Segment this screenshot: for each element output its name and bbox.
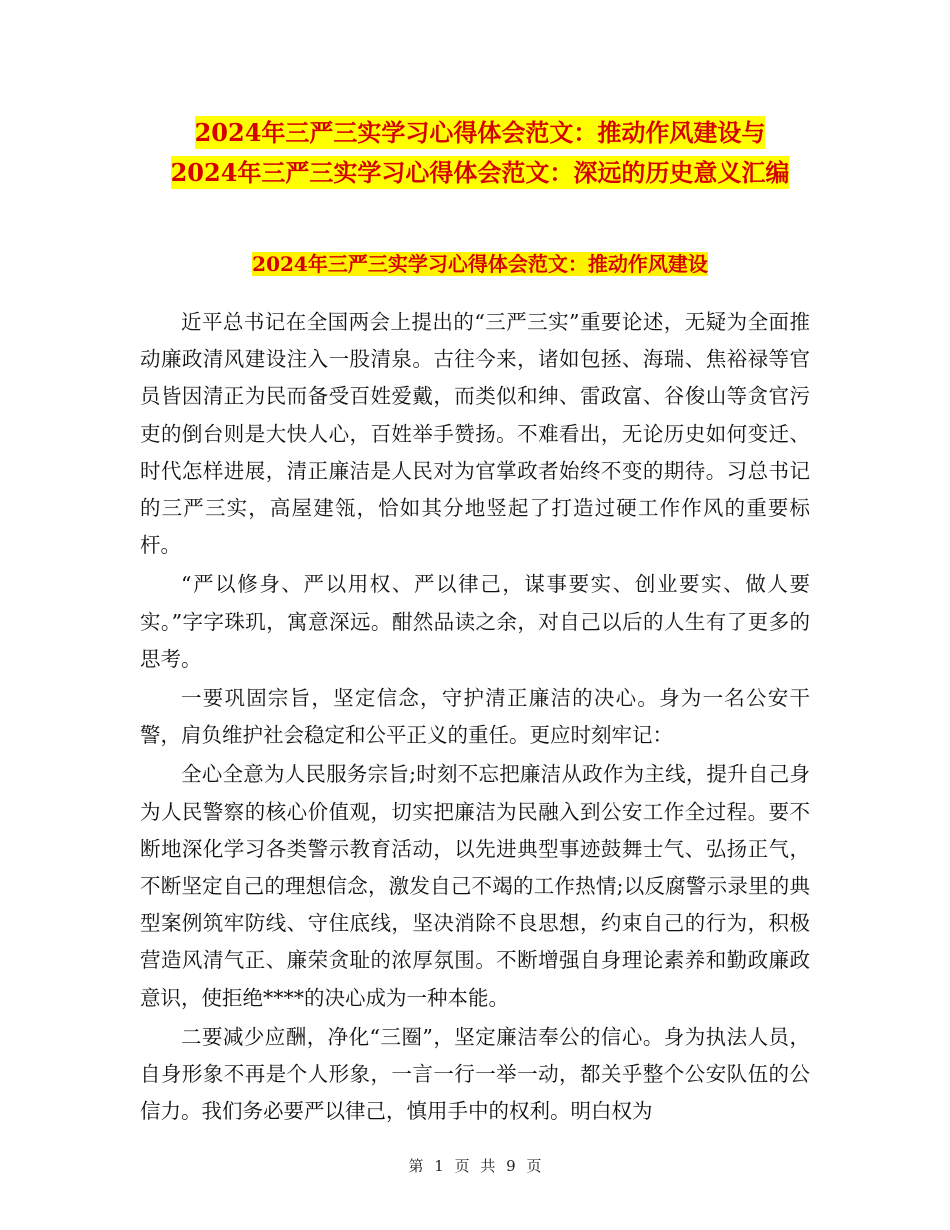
paragraph: 全心全意为人民服务宗旨;时刻不忘把廉洁从政作为主线，提升自己身为人民警察的核心价值观，切实把廉洁为民融入到公安工作全过程。要不断地深化学习各类警示教育活动，以先进典型事迹鼓舞士气、弘扬正气，不断坚定自己的理想信念，激发自己不竭的工作热情;以反腐警示录里的典型案例筑牢防线、守住底线，坚决消除不良思想，约束自己的行为，积极营造风清气正、廉荣贪耻的浓厚氛围。不断增强自身理论素养和勤政廉政意识，使拒绝****的决心成为一种本能。 (140, 762, 810, 1010)
paragraph: “严以修身、严以用权、严以律己，谋事要实、创业要实、做人要实。”字字珠玑，寓意深远。酣然品读之余，对自己以后的人生有了更多的思考。 (140, 572, 810, 671)
document-body (140, 304, 810, 1132)
paragraph: 二要减少应酬，净化“三圈”，坚定廉洁奉公的信心。身为执法人员，自身形象不再是个人形象，一言一行一举一动，都关乎整个公安队伍的公信力。我们务必要严以律己，慎用手中的权利。明白权为 (140, 1024, 810, 1124)
document-title-line-2: 2024年三严三实学习心得体会范文：深远的历史意义汇编 (170, 158, 790, 187)
document-title-line-1: 2024年三严三实学习心得体会范文：推动作风建设与 (194, 118, 766, 147)
page-footer: 第 1 页 共 9 页 (408, 1157, 542, 1175)
section-title: 2024年三严三实学习心得体会范文：推动作风建设 (252, 252, 708, 276)
paragraph: 近平总书记在全国两会上提出的“三严三实”重要论述，无疑为全面推动廉政清风建设注入一股清泉。古往今来，诸如包拯、海瑞、焦裕禄等官员皆因清正为民而备受百姓爱戴，而类似和绅、雷政富、谷俊山等贪官污吏的倒台则是大快人心，百姓举手赞扬。不难看出，无论历史如何变迁、时代怎样进展，清正廉洁是人民对为官掌政者始终不变的期待。习总书记的三严三实，高屋建瓴，恰如其分地竖起了打造过硬工作作风的重要标杆。 (140, 310, 810, 558)
paragraph: 一要巩固宗旨，坚定信念，守护清正廉洁的决心。身为一名公安干警，肩负维护社会稳定和公平正义的重任。更应时刻牢记： (140, 686, 810, 748)
